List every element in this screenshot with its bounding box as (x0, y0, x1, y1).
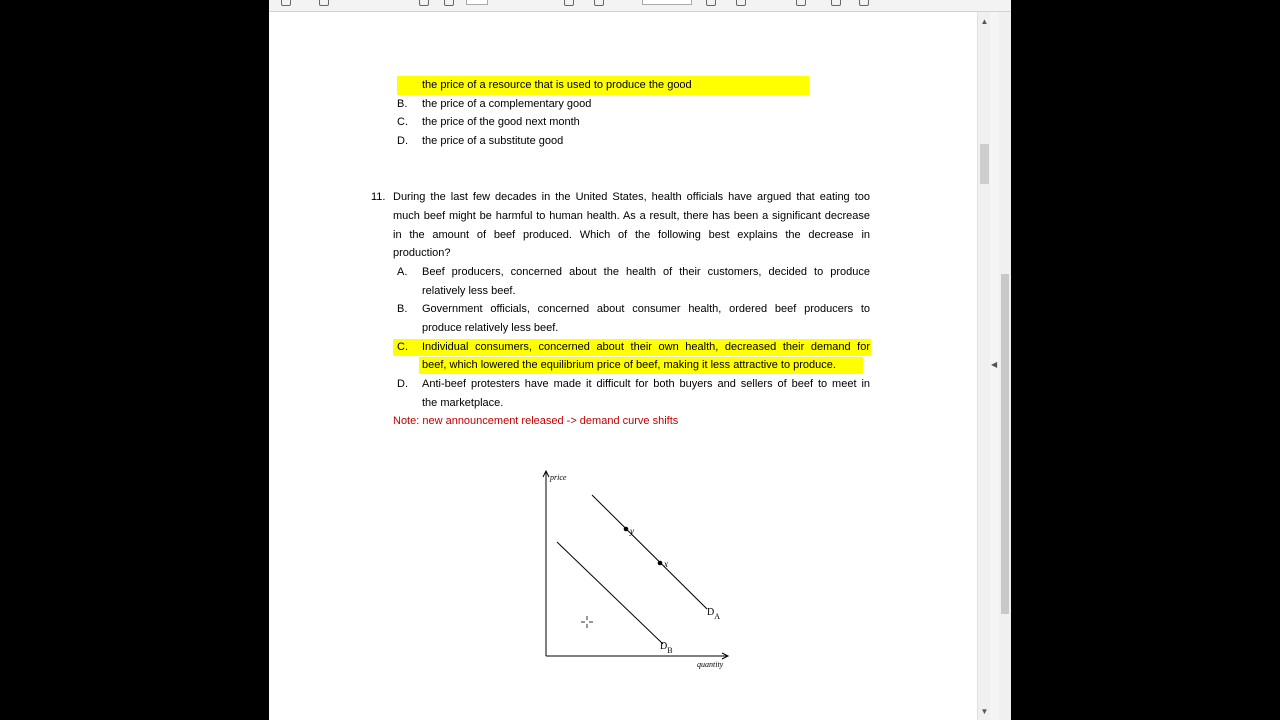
q11-option-letter: D. (397, 378, 408, 390)
q11-option-d-line: the marketplace. (422, 397, 504, 409)
toolbar-icon[interactable] (859, 0, 869, 6)
scroll-down-icon[interactable]: ▼ (980, 707, 989, 716)
q11-option-a-line: relatively less beef. (422, 285, 516, 297)
q11-stem-line: During the last few decades in the United States, health officials have argued that eating too (393, 191, 870, 203)
toolbar-icon[interactable] (706, 0, 716, 6)
q10-option-a-highlight (397, 76, 809, 95)
q11-stem-line: in the amount of beef produced. Which of the following best explains the decrease in (393, 229, 870, 241)
toolbar-icon[interactable] (444, 0, 454, 6)
q10-option-letter: C. (397, 116, 408, 128)
point-y (624, 527, 629, 532)
next-question-cutoff (371, 714, 851, 720)
q10-option-b-text: the price of a complementary good (422, 98, 592, 110)
q11-option-d-line: Anti-beef protesters have made it difficult for both buyers and sellers of beef to meet in (422, 378, 870, 390)
q10-option-c-text: the price of the good next month (422, 116, 580, 128)
window-scrollbar-thumb[interactable] (1001, 274, 1009, 614)
q11-option-b-line: produce relatively less beef. (422, 322, 559, 334)
toolbar-icon[interactable] (796, 0, 806, 6)
curve-a-label: $D_A$ (707, 607, 721, 621)
x-axis-label: quantity (697, 660, 724, 669)
toolbar-icon[interactable] (594, 0, 604, 6)
answer-note: Note: new announcement released -> demand curve shifts (393, 415, 679, 427)
point-x-label: x (664, 559, 668, 569)
side-panel-toggle[interactable] (990, 12, 999, 720)
toolbar-field[interactable] (466, 0, 488, 5)
scroll-up-icon[interactable]: ▲ (980, 17, 989, 26)
zoom-field[interactable] (642, 0, 692, 5)
q11-option-c-line: beef, which lowered the equilibrium price of beef, making it less attractive to produce. (422, 359, 836, 371)
point-y-label: y (630, 526, 634, 536)
q10-option-letter: B. (397, 98, 408, 110)
q11-option-c-line: Individual consumers, concerned about their own health, decreased their demand for (422, 341, 870, 353)
point-x (658, 561, 663, 566)
demand-curve-b (557, 542, 663, 644)
scrollbar-thumb[interactable] (980, 144, 989, 184)
q11-number: 11. (371, 191, 386, 203)
q11-option-b-line: Government officials, concerned about consumer health, ordered beef producers to (422, 303, 870, 315)
q11-option-letter: A. (397, 266, 408, 278)
axes (543, 471, 728, 659)
editor-toolbar (269, 0, 1011, 12)
collapse-panel-icon[interactable]: ◀ (991, 360, 998, 369)
y-axis-label: price (550, 473, 567, 482)
q11-stem-line: production? (393, 247, 451, 259)
toolbar-icon[interactable] (419, 0, 429, 6)
toolbar-icon[interactable] (564, 0, 574, 6)
q11-option-letter: B. (397, 303, 408, 315)
window-scrollbar[interactable] (999, 12, 1011, 720)
toolbar-icon[interactable] (736, 0, 746, 6)
document-page (269, 12, 977, 720)
crosshair-cursor-icon (581, 616, 593, 628)
q10-option-d-text: the price of a substitute good (422, 135, 564, 147)
q10-option-letter: D. (397, 135, 408, 147)
q11-option-a-line: Beef producers, concerned about the health of their customers, decided to produce (422, 266, 870, 278)
q11-option-letter: C. (397, 341, 408, 353)
q11-stem-line: much beef might be harmful to human health. As a result, there has been a significant decrease (393, 210, 870, 222)
toolbar-icon[interactable] (281, 0, 291, 6)
page-scrollbar[interactable] (977, 12, 990, 720)
curve-b-label: $D_B$ (660, 641, 673, 655)
q10-option-a-text: the price of a resource that is used to produce the good (422, 79, 692, 91)
toolbar-icon[interactable] (831, 0, 841, 6)
toolbar-icon[interactable] (319, 0, 329, 6)
demand-shift-graph (539, 467, 734, 682)
